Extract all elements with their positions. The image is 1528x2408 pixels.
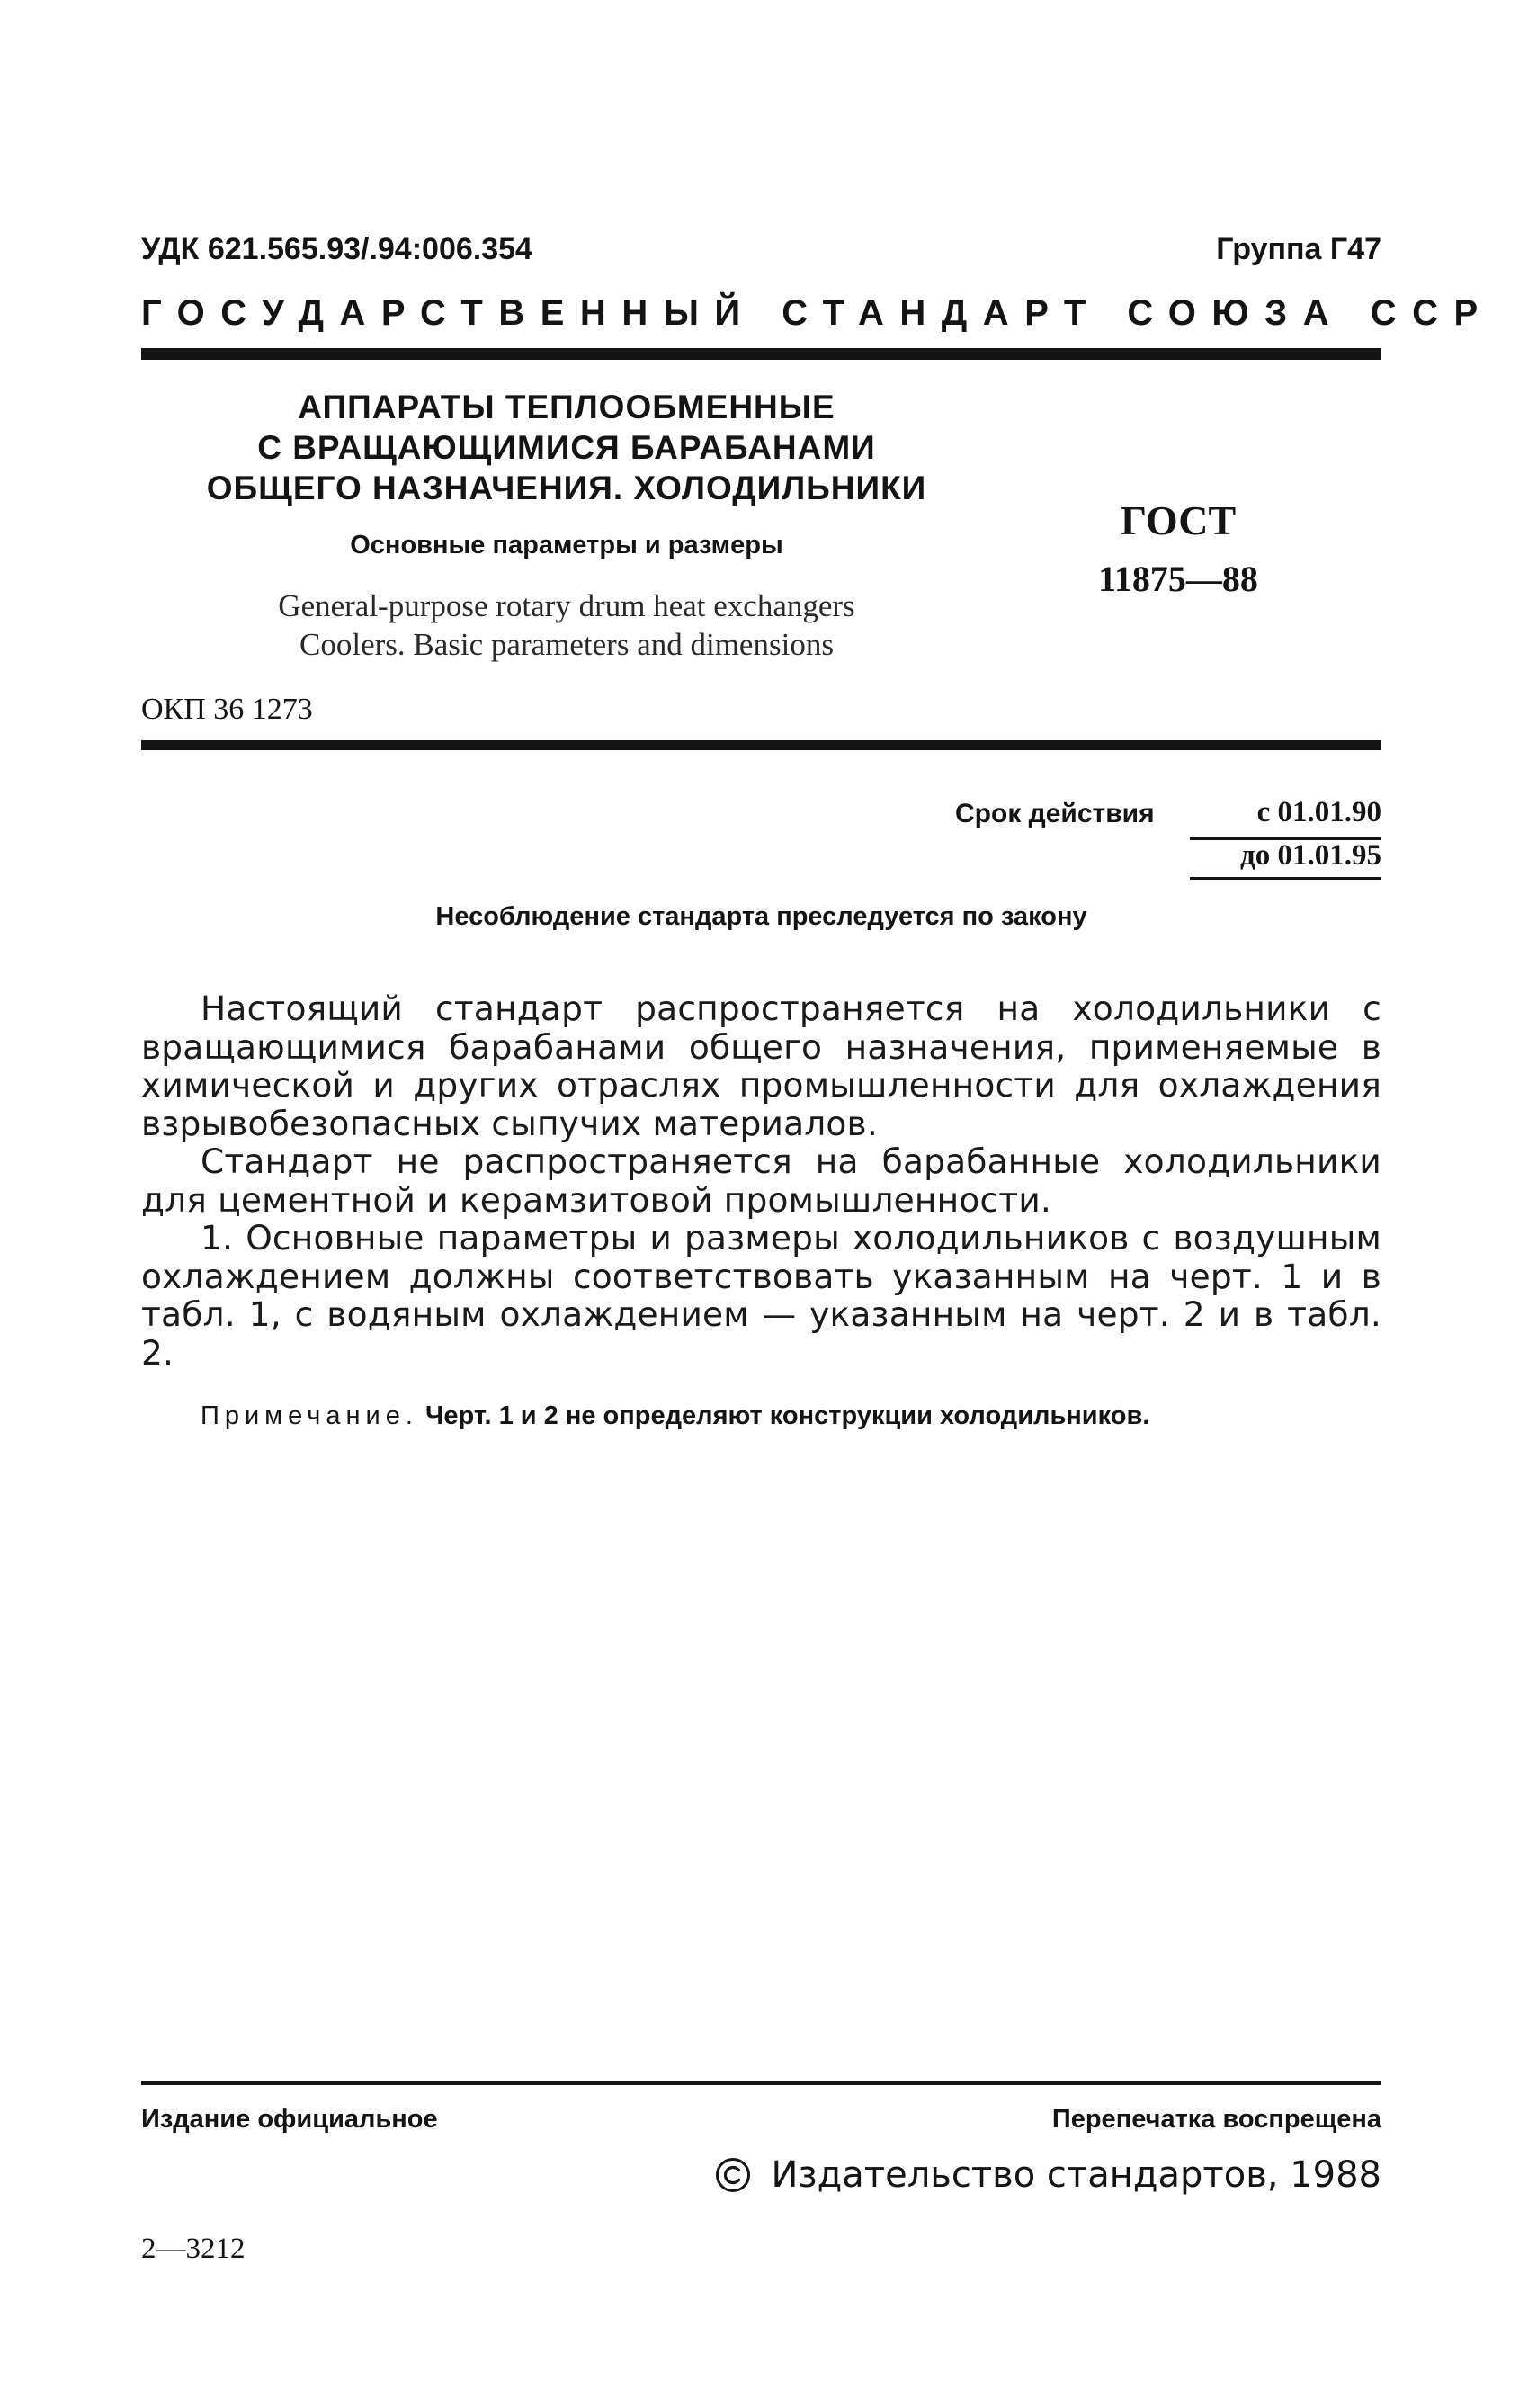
- law-notice: Несоблюдение стандарта преследуется по закону: [435, 902, 1087, 931]
- okp-code: ОКП 36 1273: [141, 693, 313, 726]
- english-title-line: General-purpose rotary drum heat exchangers: [278, 588, 855, 623]
- gost-number: 11875—88: [1098, 559, 1258, 599]
- copyright-line: [715, 2154, 1381, 2196]
- body-paragraph: 1. Основные параметры и размеры холодильников с воздушным охлаждением должны соответствовать указанным на черт. 1 и в табл. 1, с водяным охлаждением — указанным на черт. 2 и в табл. 2.: [141, 1218, 1381, 1373]
- state-standard-heading: ГОСУДАРСТВЕННЫЙ СТАНДАРТ СОЮЗА ССР: [141, 293, 1494, 333]
- bottom-divider: [141, 2081, 1381, 2085]
- middle-divider: [141, 740, 1381, 750]
- page-code: 2—3212: [141, 2233, 246, 2265]
- validity-underline-bottom: [1190, 877, 1381, 880]
- top-divider: [141, 348, 1381, 360]
- group-code: Группа Г47: [1216, 232, 1381, 266]
- copyright-text: Издательство стандартов, 1988: [771, 2154, 1381, 2196]
- note-text: Черт. 1 и 2 не определяют конструкции холодильников.: [424, 1401, 1150, 1430]
- document-subtitle: Основные параметры и размеры: [350, 531, 783, 559]
- validity-to: до 01.01.95: [1240, 839, 1381, 872]
- body-text: [141, 989, 1381, 1372]
- english-title: [189, 586, 944, 664]
- copyright-icon: [715, 2157, 751, 2193]
- official-edition-label: Издание официальное: [141, 2105, 438, 2134]
- body-paragraph: Стандарт не распространяется на барабанные холодильники для цементной и керамзитовой промышленности.: [141, 1141, 1381, 1220]
- reprint-prohibited-label: Перепечатка воспрещена: [1051, 2105, 1381, 2134]
- gost-label: ГОСТ: [1120, 497, 1237, 543]
- validity-from: с 01.01.90: [1256, 796, 1381, 828]
- validity-label: Срок действия: [955, 799, 1155, 828]
- note: [201, 1401, 1381, 1431]
- udk-code: УДК 621.565.93/.94:006.354: [141, 232, 532, 266]
- title-line: С ВРАЩАЮЩИМИСЯ БАРАБАНАМИ: [257, 429, 876, 466]
- title-line: АППАРАТЫ ТЕПЛООБМЕННЫЕ: [298, 389, 835, 425]
- english-title-line: Coolers. Basic parameters and dimensions: [299, 627, 834, 662]
- note-label: Примечание.: [201, 1401, 418, 1430]
- title-line: ОБЩЕГО НАЗНАЧЕНИЯ. ХОЛОДИЛЬНИКИ: [206, 470, 927, 506]
- document-title: [189, 387, 944, 508]
- body-paragraph: Настоящий стандарт распространяется на холодильники с вращающимися барабанами общего назначения, применяемые в химической и других отраслях промышленности для охлаждения взрывобезопасных сыпучих материалов.: [141, 989, 1381, 1143]
